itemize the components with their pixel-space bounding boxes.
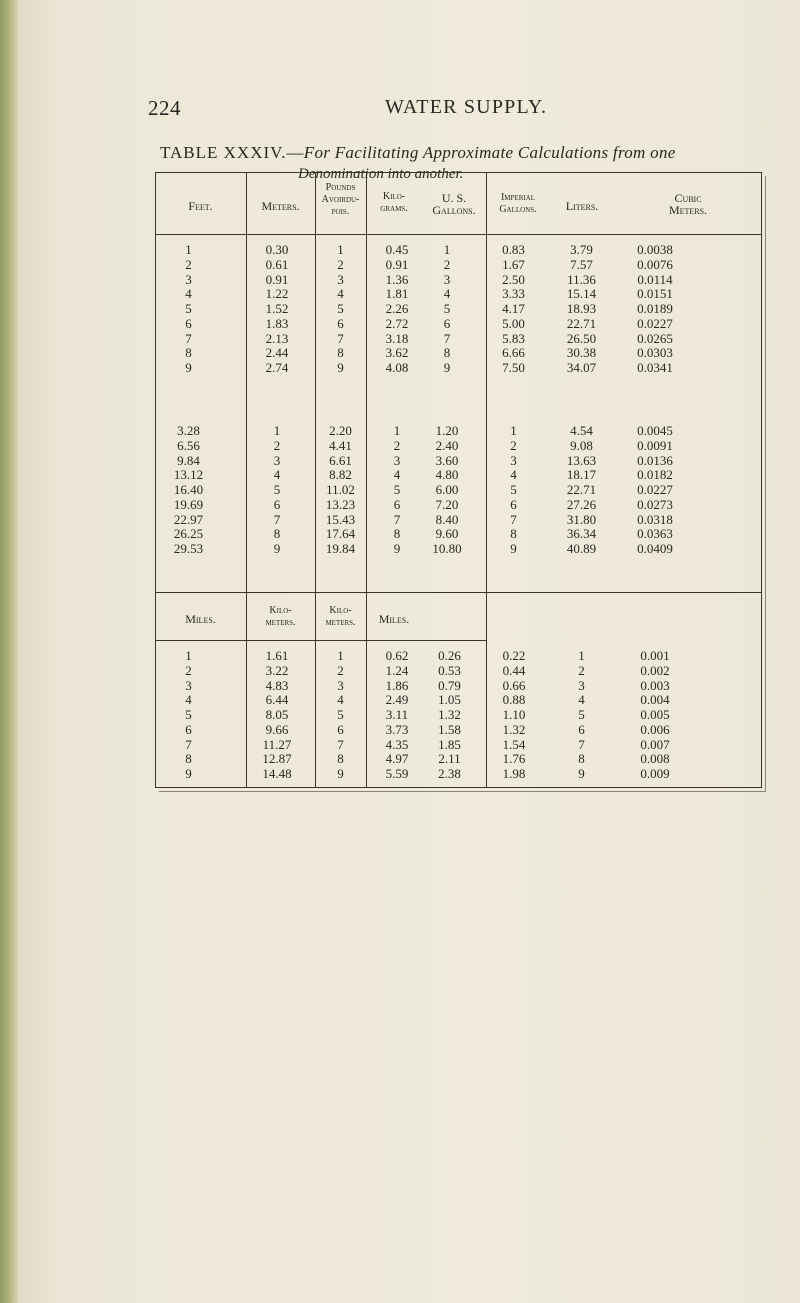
table-cell: 4.83 [265,677,289,693]
table-cell: 5 [337,301,344,316]
table-cell: 16.40 [173,482,204,497]
table-cell: 2.20 [329,423,352,438]
table-cell: 31.80 [566,511,597,527]
table-cell: 0.44 [502,662,526,678]
table-cell: 4 [337,286,344,302]
table-cell: 3 [185,677,192,693]
table-cell: 1.67 [502,256,525,272]
block3-kilometers-column [246,649,308,782]
table-cell: 1 [443,242,451,257]
header-miles-2-line-1: Miles. [378,612,410,626]
table-cell: 1.05 [438,692,461,708]
header-kilometers-2-line-1: Kilo- [329,605,352,616]
table-cell: 7 [273,511,281,527]
block2-cubic-meters-column [614,424,696,557]
table-cell: 2.50 [502,271,525,287]
table-cell: 7 [510,511,517,527]
table-cell: 0.45 [385,242,409,257]
table-cell: 7 [185,736,192,752]
table-cell: 19.69 [173,496,204,512]
table-cell: 0.66 [502,677,526,693]
table-cell: 2 [273,437,281,453]
table-cell: 7 [443,330,451,346]
table-cell: 3 [337,271,344,287]
block3-kilometers2-column [315,649,366,782]
block3-imperial-gallons-column [486,649,542,782]
table-cell: 9 [578,766,585,781]
table-cell: 0.0151 [637,286,673,302]
table-cell: 0.002 [640,662,670,678]
lower-header-rule [155,640,486,641]
table-cell: 9 [273,541,281,556]
table-cell: 1.36 [385,271,409,287]
table-cell: 3 [578,677,585,693]
block2-feet-column [165,424,212,557]
table-cell: 0.0136 [637,452,673,468]
header-imperial-gallons [486,192,550,216]
table-cell: 5 [337,707,344,722]
table-cell: 1.98 [502,766,526,781]
table-cell: 1.20 [435,423,459,438]
table-cell: 17.64 [325,526,356,542]
table-cell: 0.008 [640,751,670,767]
table-cell: 1 [393,423,401,438]
table-cell: 3 [273,452,281,468]
caption-line-1 [160,143,676,163]
table-cell: 4 [510,467,517,483]
table-cell: 0.0273 [637,496,673,512]
table-cell: 3.22 [265,662,289,678]
table-cell: 9 [510,541,517,556]
table-cell: 0.62 [385,648,409,663]
table-cell: 0.0409 [637,541,673,556]
table-cell: 9 [443,360,451,375]
block1-us-gallons-column [422,243,472,376]
block1-cubic-meters-column [614,243,696,376]
table-cell: 2 [393,437,401,453]
table-cell: 1 [510,423,517,438]
table-cell: 6 [443,315,451,331]
table-cell: 0.0045 [637,423,673,438]
table-cell: 5 [273,482,281,497]
table-cell: 0.0114 [637,271,673,287]
table-cell: 4.80 [435,467,459,483]
table-cell: 6 [273,496,281,512]
table-cell: 4 [578,692,585,708]
table-cell: 1.32 [502,721,526,737]
table-cell: 1.76 [502,751,526,767]
table-cell: 3 [337,677,344,693]
table-cell: 4 [185,286,192,302]
table-cell: 4 [185,692,192,708]
caption-table-number: TABLE XXXIV. [160,143,287,162]
header-kilograms-line-2: grams. [380,203,408,214]
table-cell: 3.62 [385,345,409,361]
table-cell: 8.40 [435,511,459,527]
table-cell: 7 [393,511,401,527]
table-cell: 30.38 [566,345,597,361]
table-cell: 2.74 [265,360,289,375]
header-liters [550,200,614,212]
table-cell: 13.63 [566,452,597,468]
table-cell: 29.53 [173,541,204,556]
running-head [0,96,800,126]
table-cell: 0.006 [640,721,670,737]
table-cell: 3.79 [570,242,593,257]
table-cell: 7 [337,330,344,346]
table-cell: 2.26 [385,301,409,316]
table-cell: 1.85 [438,736,461,752]
table-cell: 8 [185,345,192,361]
header-us-gallons [422,192,486,216]
table-cell: 2.72 [385,315,409,331]
block2-meters-column [246,424,308,557]
table-cell: 0.26 [438,648,461,663]
table-cell: 15.14 [566,286,597,302]
table-cell: 9.66 [265,721,289,737]
table-cell: 9.60 [435,526,459,542]
table-cell: 8.05 [265,707,289,722]
table-cell: 0.0341 [637,360,673,375]
table-cell: 0.0318 [637,511,673,527]
block1-pounds-column [315,243,366,376]
table-cell: 4 [393,467,401,483]
header-cubic-meters-line-2: Meters. [668,203,708,217]
table-cell: 8 [578,751,585,767]
table-cell: 4.41 [329,437,352,453]
table-cell: 6 [337,315,344,331]
header-pounds-avoirdupois-line-2: Avoirdu- [321,194,360,205]
table-cell: 0.22 [502,648,526,663]
table-cell: 0.79 [438,677,461,693]
table-cell: 4.08 [385,360,409,375]
table-cell: 0.0182 [637,467,673,483]
table-cell: 1.52 [265,301,289,316]
header-kilometers [246,605,315,629]
table-cell: 5.59 [385,766,409,781]
header-feet [155,200,246,212]
header-kilometers-line-2: meters. [265,617,296,628]
header-kilograms [366,191,422,215]
table-cell: 6 [510,496,517,512]
table-cell: 6 [393,496,401,512]
table-cell: 2 [337,256,344,272]
header-miles-2 [366,613,422,625]
table-cell: 6.56 [177,437,200,453]
block3-miles-column [165,649,212,782]
table-cell: 0.83 [502,242,525,257]
table-cell: 11.27 [262,736,292,752]
table-cell: 12.87 [262,751,292,767]
table-cell: 36.34 [566,526,597,542]
table-cell: 18.93 [566,301,597,316]
table-cell: 0.61 [265,256,289,272]
table-cell: 5 [443,301,451,316]
table-cell: 8 [185,751,192,767]
block3-cubic-meters-column [614,649,696,782]
table-cell: 22.97 [173,511,204,527]
table-cell: 2.11 [438,751,461,767]
table-cell: 2.13 [265,330,289,346]
table-cell: 1.54 [502,736,526,752]
table-cell: 27.26 [566,496,597,512]
table-cell: 4 [443,286,451,302]
table-cell: 0.88 [502,692,526,708]
table-cell: 6 [185,721,192,737]
table-cell: 3.11 [385,707,409,722]
table-cell: 7 [185,330,192,346]
table-cell: 1.58 [438,721,461,737]
table-cell: 5 [578,707,585,722]
running-title: WATER SUPPLY. [385,96,548,118]
header-meters [246,200,315,212]
table-cell: 5 [185,301,192,316]
block1-kilograms-column [366,243,428,376]
table-cell: 0.0189 [637,301,673,316]
block1-feet-column [165,243,212,376]
table-cell: 4.54 [570,423,593,438]
table-cell: 3.73 [385,721,409,737]
table-cell: 8 [337,751,344,767]
table-cell: 1.22 [265,286,289,302]
header-kilometers-2-line-2: meters. [325,617,356,628]
table-cell: 0.003 [640,677,670,693]
table-cell: 9 [337,766,344,781]
block2-us-gallons-column [422,424,472,557]
block1-liters-column [550,243,613,376]
table-cell: 34.07 [566,360,597,375]
table-cell: 26.25 [173,526,204,542]
header-us-gallons-line-2: Gallons. [432,203,476,217]
table-cell: 1.10 [502,707,526,722]
table-cell: 3 [185,271,192,287]
table-cell: 1 [337,648,344,663]
table-cell: 2 [578,662,585,678]
table-cell: 5.00 [502,315,525,331]
table-cell: 9 [393,541,401,556]
table-cell: 1.81 [385,286,409,302]
table-cell: 1.83 [265,315,289,331]
header-meters-line-1: Meters. [261,199,300,213]
table-cell: 0.30 [265,242,289,257]
table-cell: 1.86 [385,677,409,693]
table-cell: 0.0265 [637,330,673,346]
table-cell: 6.44 [265,692,289,708]
table-cell: 10.80 [432,541,462,556]
table-cell: 0.007 [640,736,670,752]
table-cell: 9 [185,360,192,375]
table-cell: 3 [393,452,401,468]
header-pounds-avoirdupois-line-3: pois. [331,206,350,217]
table-cell: 7 [337,736,344,752]
table-cell: 0.0303 [637,345,673,361]
table-cell: 7.50 [502,360,525,375]
table-cell: 11.36 [567,271,596,287]
header-us-gallons-line-1: U. S. [441,191,467,205]
table-cell: 26.50 [566,330,597,346]
table-cell: 2 [510,437,517,453]
header-pounds-avoirdupois [315,182,366,218]
table-cell: 6.66 [502,345,525,361]
block2-pounds-column [315,424,366,557]
table-cell: 40.89 [566,541,597,556]
table-cell: 3 [443,271,451,287]
table-cell: 4 [273,467,281,483]
table-cell: 1 [337,242,344,257]
header-imperial-gallons-line-2: Gallons. [499,204,537,215]
header-imperial-gallons-line-1: Imperial [500,192,536,203]
table-cell: 9.08 [570,437,593,453]
table-cell: 0.0363 [637,526,673,542]
table-cell: 6.61 [329,452,352,468]
table-cell: 0.0038 [637,242,673,257]
table-cell: 5 [185,707,192,722]
table-cell: 0.0227 [637,482,673,497]
block1-imperial-gallons-column [486,243,541,376]
table-cell: 8 [273,526,281,542]
table-cell: 2 [337,662,344,678]
table-cell: 1.61 [265,648,289,663]
table-cell: 8.82 [329,467,352,483]
table-cell: 0.005 [640,707,670,722]
table-cell: 4.35 [385,736,409,752]
table-cell: 7.57 [570,256,593,272]
table-cell: 0.004 [640,692,670,708]
header-cubic-meters [614,192,762,216]
caption-italic-1: For Facilitating Approximate Calculations from one [303,143,676,162]
table-cell: 2 [185,662,192,678]
table-cell: 6.00 [435,482,459,497]
table-cell: 7.20 [435,496,459,512]
table-cell: 1 [578,648,585,663]
header-cubic-meters-line-1: Cubic [674,191,702,205]
table-cell: 15.43 [325,511,356,527]
table-cell: 1.24 [385,662,409,678]
table-cell: 11.02 [326,482,355,497]
table-cell: 2.38 [438,766,461,781]
table-cell: 0.0091 [637,437,673,453]
table-cell: 9 [185,766,192,781]
page-number: 224 [148,96,181,120]
header-liters-line-1: Liters. [565,199,599,213]
block1-meters-column [246,243,308,376]
table-cell: 0.53 [438,662,461,678]
table-cell: 6 [578,721,585,737]
table-cell: 0.91 [385,256,409,272]
table-cell: 1.32 [438,707,461,722]
book-spine-edge [0,0,20,1303]
table-cell: 4.17 [502,301,525,316]
table-cell: 14.48 [262,766,292,781]
table-cell: 13.23 [325,496,356,512]
table-cell: 1 [185,242,192,257]
table-cell: 22.71 [566,482,597,497]
table-cell: 3.33 [502,286,525,302]
header-pounds-avoirdupois-line-1: Pounds [325,182,356,193]
caption-dash: — [286,143,304,162]
table-cell: 0.001 [640,648,670,663]
caption-line-2: Denomination into another. [298,166,464,182]
table-cell: 8 [443,345,451,361]
table-cell: 19.84 [325,541,356,556]
table-cell: 22.71 [566,315,597,331]
table-cell: 2.49 [385,692,409,708]
table-cell: 2 [185,256,192,272]
table-cell: 1 [185,648,192,663]
table-cell: 7 [578,736,585,752]
table-cell: 0.0076 [637,256,673,272]
block3-liters-column [550,649,613,782]
table-cell: 0.0227 [637,315,673,331]
table-cell: 1 [273,423,281,438]
block3-us-gallons-column [422,649,477,782]
table-cell: 8 [510,526,517,542]
table-cell: 18.17 [566,467,597,483]
table-cell: 0.009 [640,766,670,781]
table-cell: 13.12 [173,467,204,483]
header-feet-line-1: Feet. [188,199,213,213]
table-cell: 3 [510,452,517,468]
table-cell: 8 [393,526,401,542]
table-cell: 9.84 [177,452,200,468]
table-cell: 5.83 [502,330,525,346]
header-miles-line-1: Miles. [185,612,216,626]
table-cell: 4.97 [385,751,409,767]
table-cell: 2.40 [435,437,459,453]
table-cell: 4 [337,692,344,708]
header-kilograms-line-1: Kilo- [382,191,406,202]
block2-imperial-gallons-column [486,424,541,557]
table-cell: 9 [337,360,344,375]
table-cell: 0.91 [265,271,289,287]
table-cell: 3.18 [385,330,409,346]
table-cell: 2.44 [265,345,289,361]
header-kilometers-2 [315,605,366,629]
block2-kilograms-column [366,424,428,557]
table-cell: 6 [337,721,344,737]
block2-liters-column [550,424,613,557]
header-miles [155,613,246,625]
table-cell: 3.60 [435,452,459,468]
table-cell: 5 [510,482,517,497]
table-cell: 5 [393,482,401,497]
block3-miles2-column [366,649,428,782]
table-cell: 2 [443,256,451,272]
table-cell: 6 [185,315,192,331]
table-cell: 3.28 [177,423,200,438]
table-cell: 8 [337,345,344,361]
header-kilometers-line-1: Kilo- [269,605,292,616]
